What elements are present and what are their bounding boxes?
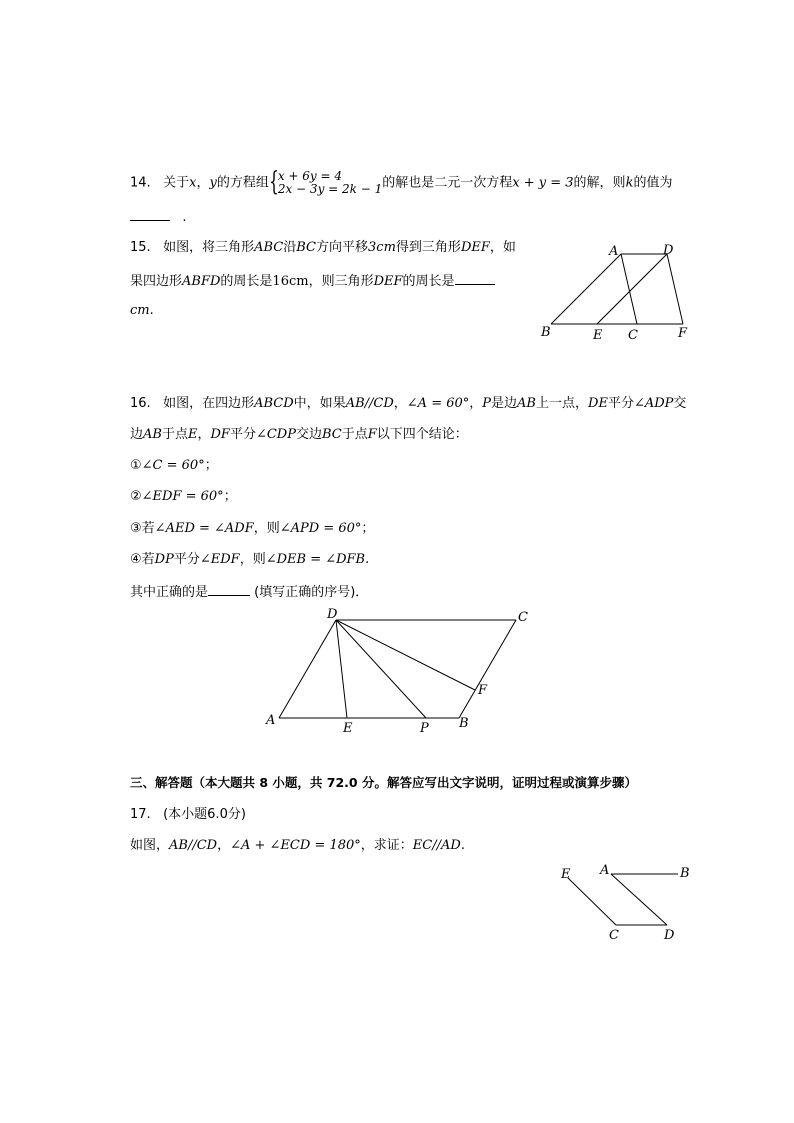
q16-question: 其中正确的是 (填写正确的序号)． [130,582,368,602]
label-A: A [609,244,619,259]
segment-AC [621,254,637,324]
label-F: F [678,326,688,341]
q16-line1: 16. 如图，在四边形ABCD中，如果AB//CD，∠A = 60°，P是边AB上一点，DE平分∠ADP交 [130,396,687,411]
q14-line2: . [130,207,187,227]
q17-number: 17. [130,807,151,822]
q15-line2: 果四边形ABFD的周长是16cm，则三角形DEF的周长是 [130,271,495,291]
segment-DE [597,254,667,324]
q15-figure [535,238,705,348]
section-3-title: 三、解答题（本大题共 8 小题，共 72.0 分。解答应写出文字说明，证明过程或演算步骤） [130,775,637,790]
left-brace-icon: { [268,167,279,197]
label-F: F [478,683,488,698]
answer-blank [455,271,495,285]
answer-blank [208,582,250,596]
label-C: C [518,610,528,625]
label-E: E [593,328,603,343]
label-D: D [327,607,338,622]
label-A: A [600,863,610,878]
segment-AD [611,874,667,925]
answer-blank [130,207,170,221]
q17-score: (本小题6.0分) [163,807,246,822]
label-B: B [680,866,690,881]
label-E: E [343,721,353,736]
label-B: B [541,325,551,340]
label-C: C [609,928,619,943]
q17-figure [555,858,705,948]
q16-number: 16. [130,396,151,411]
label-D: D [663,243,674,258]
segment-DA [279,620,336,718]
label-A: A [266,713,276,728]
segment-DE [336,620,347,718]
equation-system: { x + 6y = 4 2x − 3y = 2k − 1 [268,167,383,197]
segment-CB [459,620,516,718]
q15-number: 15. [130,240,151,255]
q16-conclusion-1: ①∠C = 60°； [130,458,218,473]
segment-DF [667,254,683,324]
q16-conclusion-3: ③若∠AED = ∠ADF，则∠APD = 60°； [130,521,375,536]
label-C: C [628,328,638,343]
q16-conclusion-4: ④若DP平分∠EDF，则∠DEB = ∠DFB. [130,552,370,567]
q16-conclusion-2: ②∠EDF = 60°； [130,489,237,504]
segment-EC [568,878,616,925]
q15-line1: 15. 如图，将三角形ABC沿BC方向平移3cm得到三角形DEF，如 [130,240,516,255]
segment-DF [336,620,475,690]
segment-DP [336,620,426,718]
label-D: D [664,928,675,943]
q14-line1: 14. 关于x，y的方程组 { x + 6y = 4 2x − 3y = 2k − 1的解也是二元一次方程x + y = 3的解，则k的值为 [130,167,673,197]
label-E: E [561,867,571,882]
q15-line3: cm. [130,303,154,318]
q17-line1 [130,806,246,824]
q17-line2: 如图，AB//CD，∠A + ∠ECD = 180°，求证：EC//AD. [130,838,465,853]
segment-AB [551,254,621,324]
q16-line2: 边AB于点E，DF平分∠CDP交边BC于点F以下四个结论： [130,427,468,442]
label-B: B [459,716,469,731]
q16-figure [260,604,540,739]
label-P: P [420,721,429,736]
q14-number: 14. [130,175,151,191]
